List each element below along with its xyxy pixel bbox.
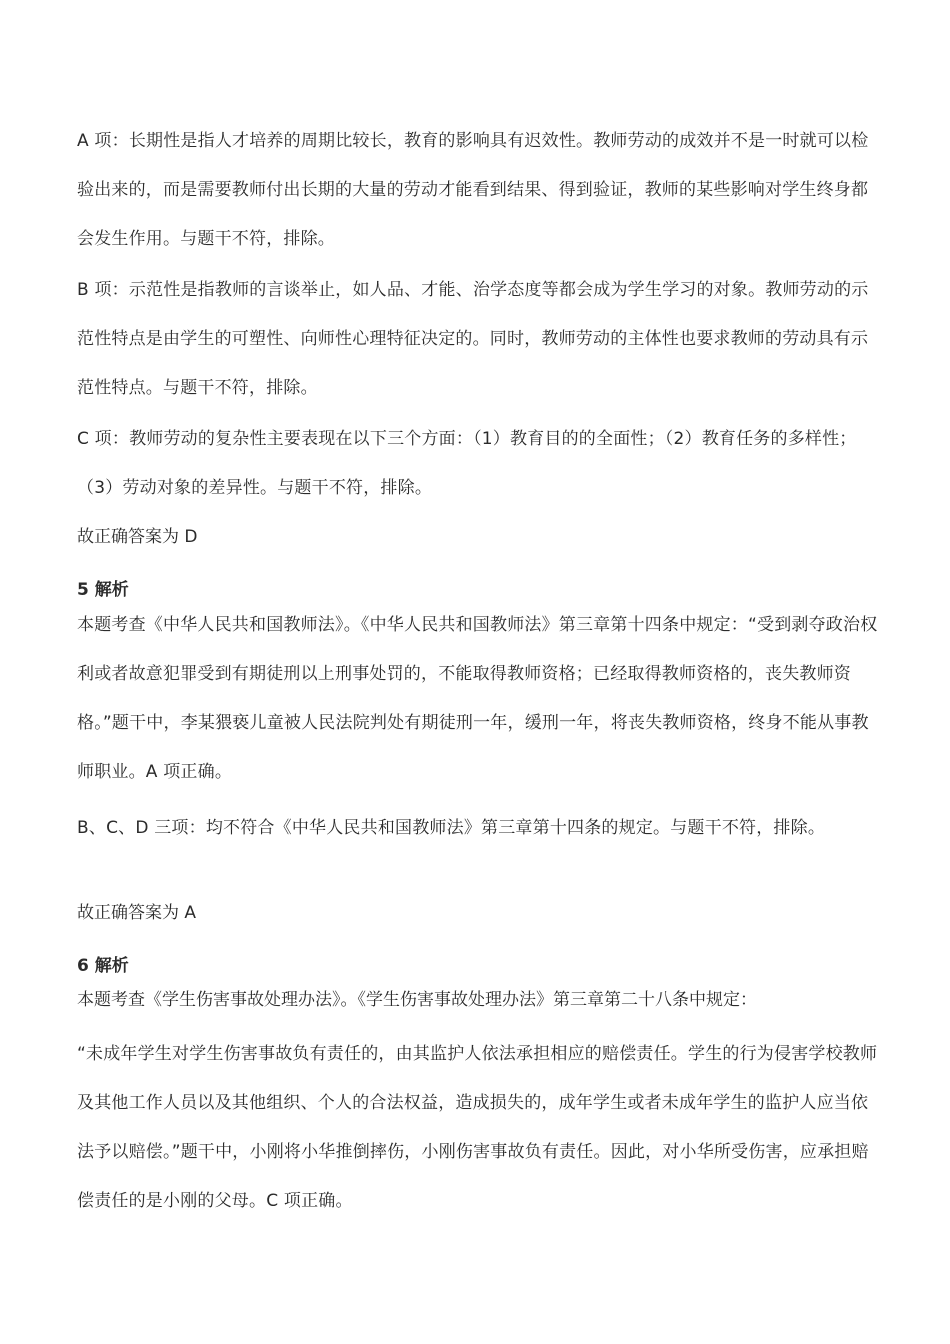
section-6-paragraph-1: “未成年学生对学生伤害事故负有责任的，由其监护人依法承担相应的赔偿责任。学生的行为侵害学校教师及其他工作人员以及其他组织、个人的合法权益，造成损失的，成年学生或者未成年学生的监护人应当依法予以赔偿。”题干中，小刚将小华推倒摔伤，小刚伤害事故负有责任。因此，对小华所受伤害，应承担赔偿责任的是小刚的父母。C 项正确。: [77, 1044, 878, 1211]
section-6-heading: 6 解析: [77, 956, 129, 976]
option-b-explanation: B 项：示范性是指教师的言谈举止，如人品、才能、治学态度等都会成为学生学习的对象。教师劳动的示范性特点是由学生的可塑性、向师性心理特征决定的。同时，教师劳动的主体性也要求教师的劳动具有示范性特点。与题干不符，排除。: [77, 280, 869, 398]
document-page: [77, 0, 883, 1344]
answer-5: 故正确答案为 A: [77, 903, 197, 923]
option-c-explanation: C 项：教师劳动的复杂性主要表现在以下三个方面：（1）教育目的的全面性；（2）教育任务的多样性；（3）劳动对象的差异性。与题干不符，排除。: [77, 429, 857, 498]
option-a-explanation: A 项：长期性是指人才培养的周期比较长，教育的影响具有迟效性。教师劳动的成效并不是一时就可以检验出来的，而是需要教师付出长期的大量的劳动才能看到结果、得到验证，教师的某些影响对学生终身都会发生作用。与题干不符，排除。: [77, 131, 869, 249]
section-5-heading: 5 解析: [77, 580, 129, 600]
answer-4: 故正确答案为 D: [77, 527, 198, 547]
section-5-paragraph-1: 本题考查《中华人民共和国教师法》。《中华人民共和国教师法》第三章第十四条中规定：“受到剥夺政治权利或者故意犯罪受到有期徒刑以上刑事处罚的，不能取得教师资格；已经取得教师资格的，丧失教师资格。”题干中，李某猥亵儿童被人民法院判处有期徒刑一年，缓刑一年，将丧失教师资格，终身不能从事教师职业。A 项正确。: [77, 615, 878, 782]
section-5-paragraph-2: B、C、D 三项：均不符合《中华人民共和国教师法》第三章第十四条的规定。与题干不符，排除。: [77, 818, 826, 838]
section-6-paragraph-1-line-1: 本题考查《学生伤害事故处理办法》。《学生伤害事故处理办法》第三章第二十八条中规定：: [77, 990, 757, 1010]
